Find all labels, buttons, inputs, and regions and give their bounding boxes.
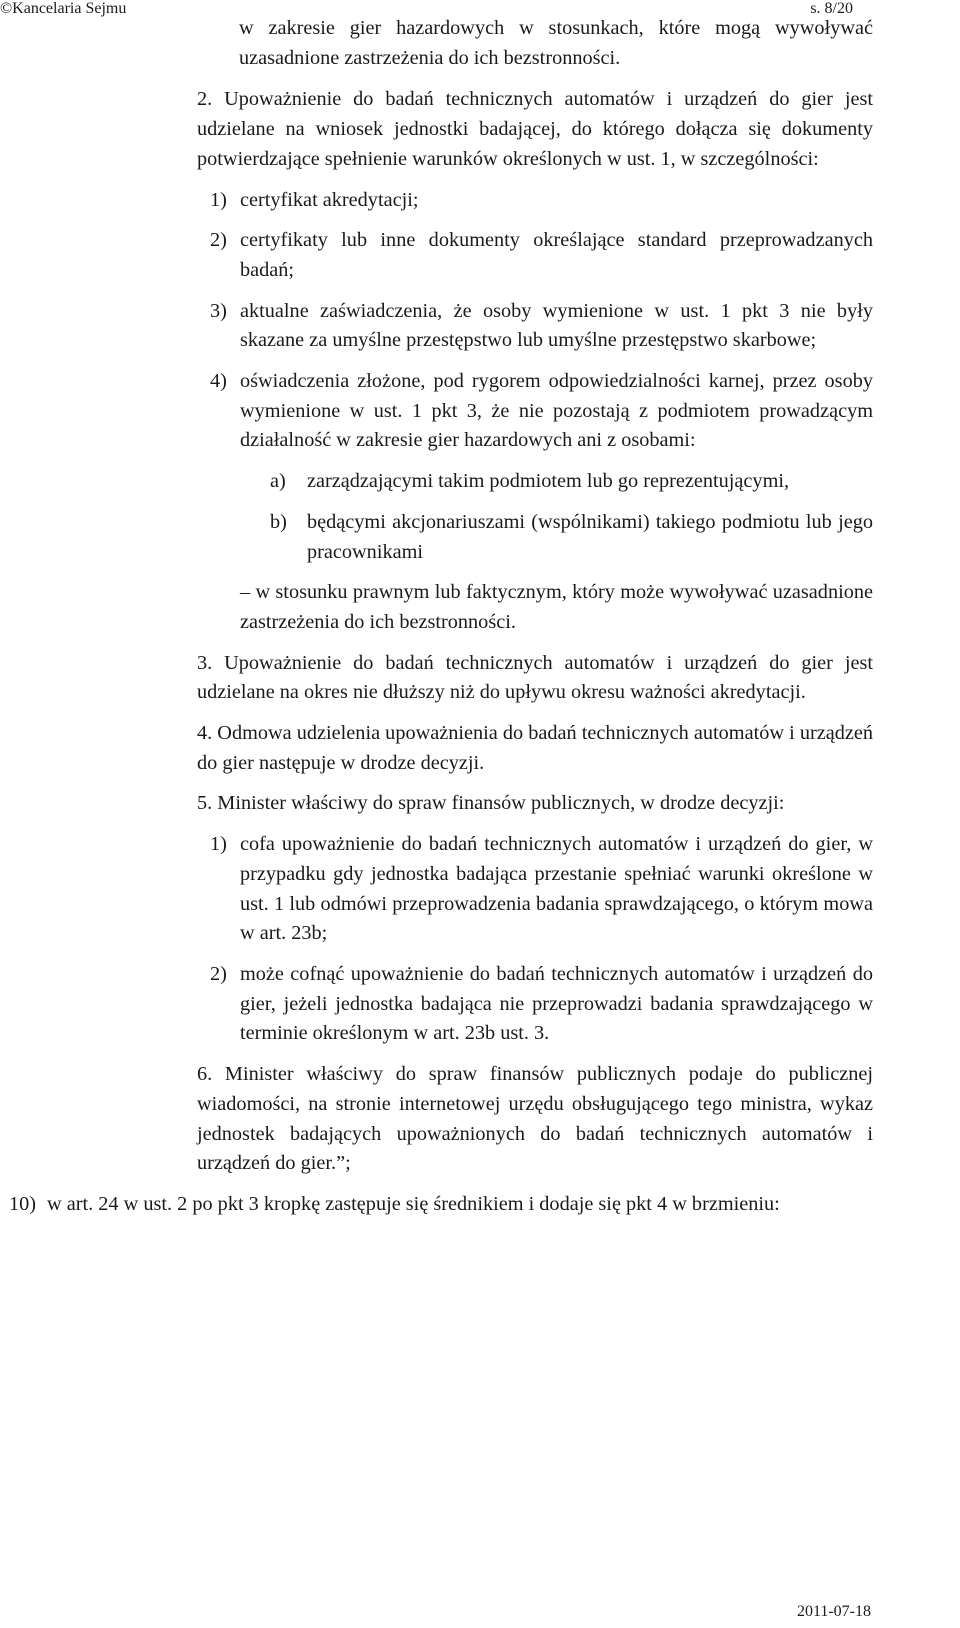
point-number: 10) xyxy=(9,1192,37,1215)
item-number: 3) xyxy=(210,299,227,322)
section-5: 5. Minister właściwy do spraw finansów publicznych, w drodze decyzji: xyxy=(197,792,785,815)
item-text: aktualne zaświadczenia, że osoby wymienione w ust. 1 pkt 3 nie były skazane za umyślne przestępstwo lub umyślne przestępstwo skarbowe; xyxy=(240,299,873,352)
list-item xyxy=(0,830,873,949)
subitem-text: zarządzającymi takim podmiotem lub go reprezentującymi, xyxy=(307,470,790,493)
item-text: certyfikaty lub inne dokumenty określające standard przeprowadzanych badań; xyxy=(240,229,873,281)
subitem-letter: a) xyxy=(270,470,286,493)
section-3: 3. Upoważnienie do badań technicznych automatów i urządzeń do gier jest udzielane na okres nie dłuższy niż do upływu okresu ważności akredytacji. xyxy=(197,651,873,704)
item-text: cofa upoważnienie do badań technicznych automatów i urządzeń do gier, w przypadku gdy jednostka badająca przestanie spełniać warunki określone w ust. 1 lub odmówi przeprowadzenia badania sprawdzającego, o którym mowa w art. 23b; xyxy=(240,833,873,945)
item-number: 2) xyxy=(210,962,227,985)
list-item xyxy=(0,297,873,356)
sub-list-item xyxy=(0,467,873,497)
dash-clause: – w stosunku prawnym lub faktycznym, który może wywoływać uzasadnione zastrzeżenia do ich bezstronności. xyxy=(240,581,873,633)
header-page-number: s. 8/20 xyxy=(810,0,853,17)
subitem-text: będącymi akcjonariuszami (wspólnikami) takiego podmiotu lub jego pracownikami xyxy=(307,510,873,563)
subitem-letter: b) xyxy=(270,510,287,533)
list-item xyxy=(0,960,873,1049)
item-number: 2) xyxy=(210,229,227,252)
item-text: może cofnąć upoważnienie do badań technicznych automatów i urządzeń do gier, jeżeli jednostka badająca nie przeprowadzi badania sprawdzającego w terminie określonym w art. 23b ust. 3. xyxy=(240,962,873,1045)
section-6: 6. Minister właściwy do spraw finansów publicznych podaje do publicznej wiadomości, na stronie internetowej urzędu obsługującego tego ministra, wykaz jednostek badających upoważnionych do badań technicznych automatów i urządzeń do gier.”; xyxy=(197,1063,873,1175)
item-text: oświadczenia złożone, pod rygorem odpowiedzialności karnej, przez osoby wymienione w ust. 1 pkt 3, że nie pozostają z podmiotem prowadzącym działalność w zakresie gier hazardowych ani z osobami: xyxy=(240,370,873,452)
item-number: 4) xyxy=(210,370,227,393)
item-number: 1) xyxy=(210,833,227,856)
document-body xyxy=(0,14,960,1220)
point-10 xyxy=(0,1190,873,1220)
list-item xyxy=(0,367,873,456)
section-2: 2. Upoważnienie do badań technicznych automatów i urządzeń do gier jest udzielane na wniosek jednostki badającej, do którego dołącza się dokumenty potwierdzające spełnienie warunków określonych w ust. 1, w szczególności: xyxy=(197,88,873,170)
paragraph-continuation: w zakresie gier hazardowych w stosunkach, które mogą wywoływać uzasadnione zastrzeżenia do ich bezstronności. xyxy=(239,17,873,69)
item-text: certyfikat akredytacji; xyxy=(240,188,419,211)
list-item xyxy=(0,226,873,285)
item-number: 1) xyxy=(210,188,227,211)
point-text: w art. 24 w ust. 2 po pkt 3 kropkę zastępuje się średnikiem i dodaje się pkt 4 w brzmieniu: xyxy=(47,1192,780,1215)
list-item xyxy=(0,186,873,216)
header-copyright: ©Kancelaria Sejmu xyxy=(0,0,127,17)
section-4: 4. Odmowa udzielenia upoważnienia do badań technicznych automatów i urządzeń do gier następuje w drodze decyzji. xyxy=(197,722,873,774)
sub-list-item xyxy=(0,508,873,567)
footer-date: 2011-07-18 xyxy=(796,1603,871,1620)
